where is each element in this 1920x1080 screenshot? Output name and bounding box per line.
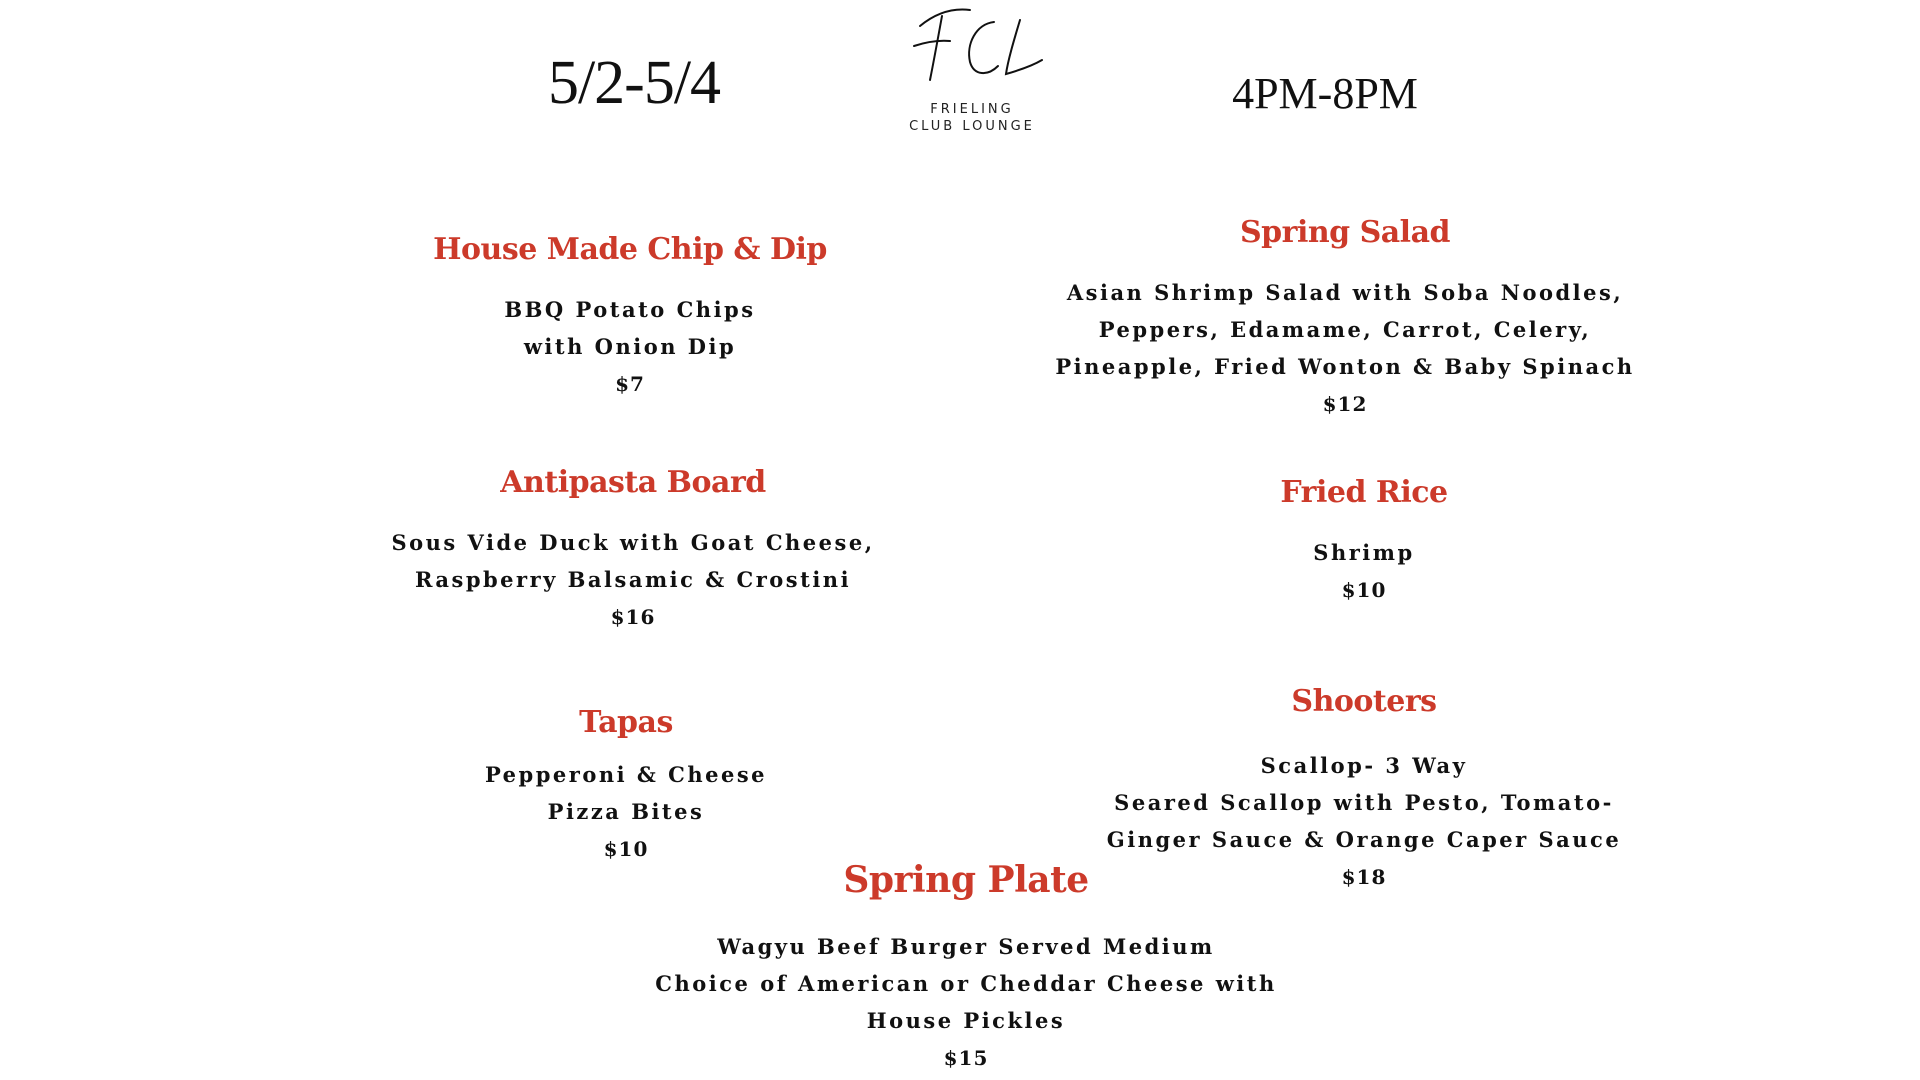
item-description: Wagyu Beef Burger Served Medium [717, 934, 1215, 959]
menu-dates: 5/2-5/4 [547, 49, 721, 117]
menu-section-spring-salad [1055, 215, 1635, 423]
section-title: Antipasta Board [500, 465, 766, 500]
menu-hours: 4PM-8PM [1232, 69, 1418, 118]
item-price: $18 [1341, 865, 1387, 889]
menu-section-fried-rice [1280, 475, 1448, 609]
fcl-logo [892, 0, 1052, 140]
section-title: House Made Chip & Dip [433, 232, 827, 267]
logo-text-frieling: FRIELING [930, 102, 1014, 117]
item-description: Pizza Bites [547, 799, 705, 824]
item-description: Seared Scallop with Pesto, Tomato- [1114, 790, 1614, 815]
item-description: House Pickles [866, 1008, 1066, 1033]
item-description: Sous Vide Duck with Goat Cheese, [391, 530, 875, 555]
section-title: Shooters [1291, 684, 1437, 719]
section-title: Fried Rice [1280, 475, 1448, 510]
item-price: $7 [615, 372, 645, 396]
section-title: Spring Plate [843, 859, 1089, 901]
item-description: BBQ Potato Chips [504, 297, 756, 322]
logo-text-club-lounge: CLUB LOUNGE [909, 119, 1035, 134]
section-title: Spring Salad [1239, 215, 1450, 250]
item-description: Scallop- 3 Way [1260, 753, 1468, 778]
fcl-monogram-icon [892, 0, 1052, 100]
item-description: Raspberry Balsamic & Crostini [414, 567, 852, 592]
item-price: $12 [1322, 392, 1368, 416]
menu-section-chip-dip [433, 232, 827, 403]
menu-section-tapas [484, 705, 768, 868]
item-description: Pepperoni & Cheese [484, 762, 768, 787]
item-description: Asian Shrimp Salad with Soba Noodles, [1066, 280, 1624, 305]
item-description: Peppers, Edamame, Carrot, Celery, [1098, 317, 1592, 342]
item-price: $16 [610, 605, 656, 629]
item-description: Choice of American or Cheddar Cheese with [655, 971, 1277, 996]
item-price: $10 [1341, 578, 1387, 602]
item-description: with Onion Dip [523, 334, 737, 359]
item-description: Ginger Sauce & Orange Caper Sauce [1106, 827, 1622, 852]
section-title: Tapas [579, 705, 673, 740]
menu-section-spring-plate [655, 859, 1277, 1077]
item-description: Shrimp [1313, 540, 1415, 565]
item-price: $10 [603, 837, 649, 861]
item-description: Pineapple, Fried Wonton & Baby Spinach [1055, 354, 1635, 379]
item-price: $15 [943, 1046, 989, 1070]
menu-section-antipasta-board [391, 465, 875, 636]
